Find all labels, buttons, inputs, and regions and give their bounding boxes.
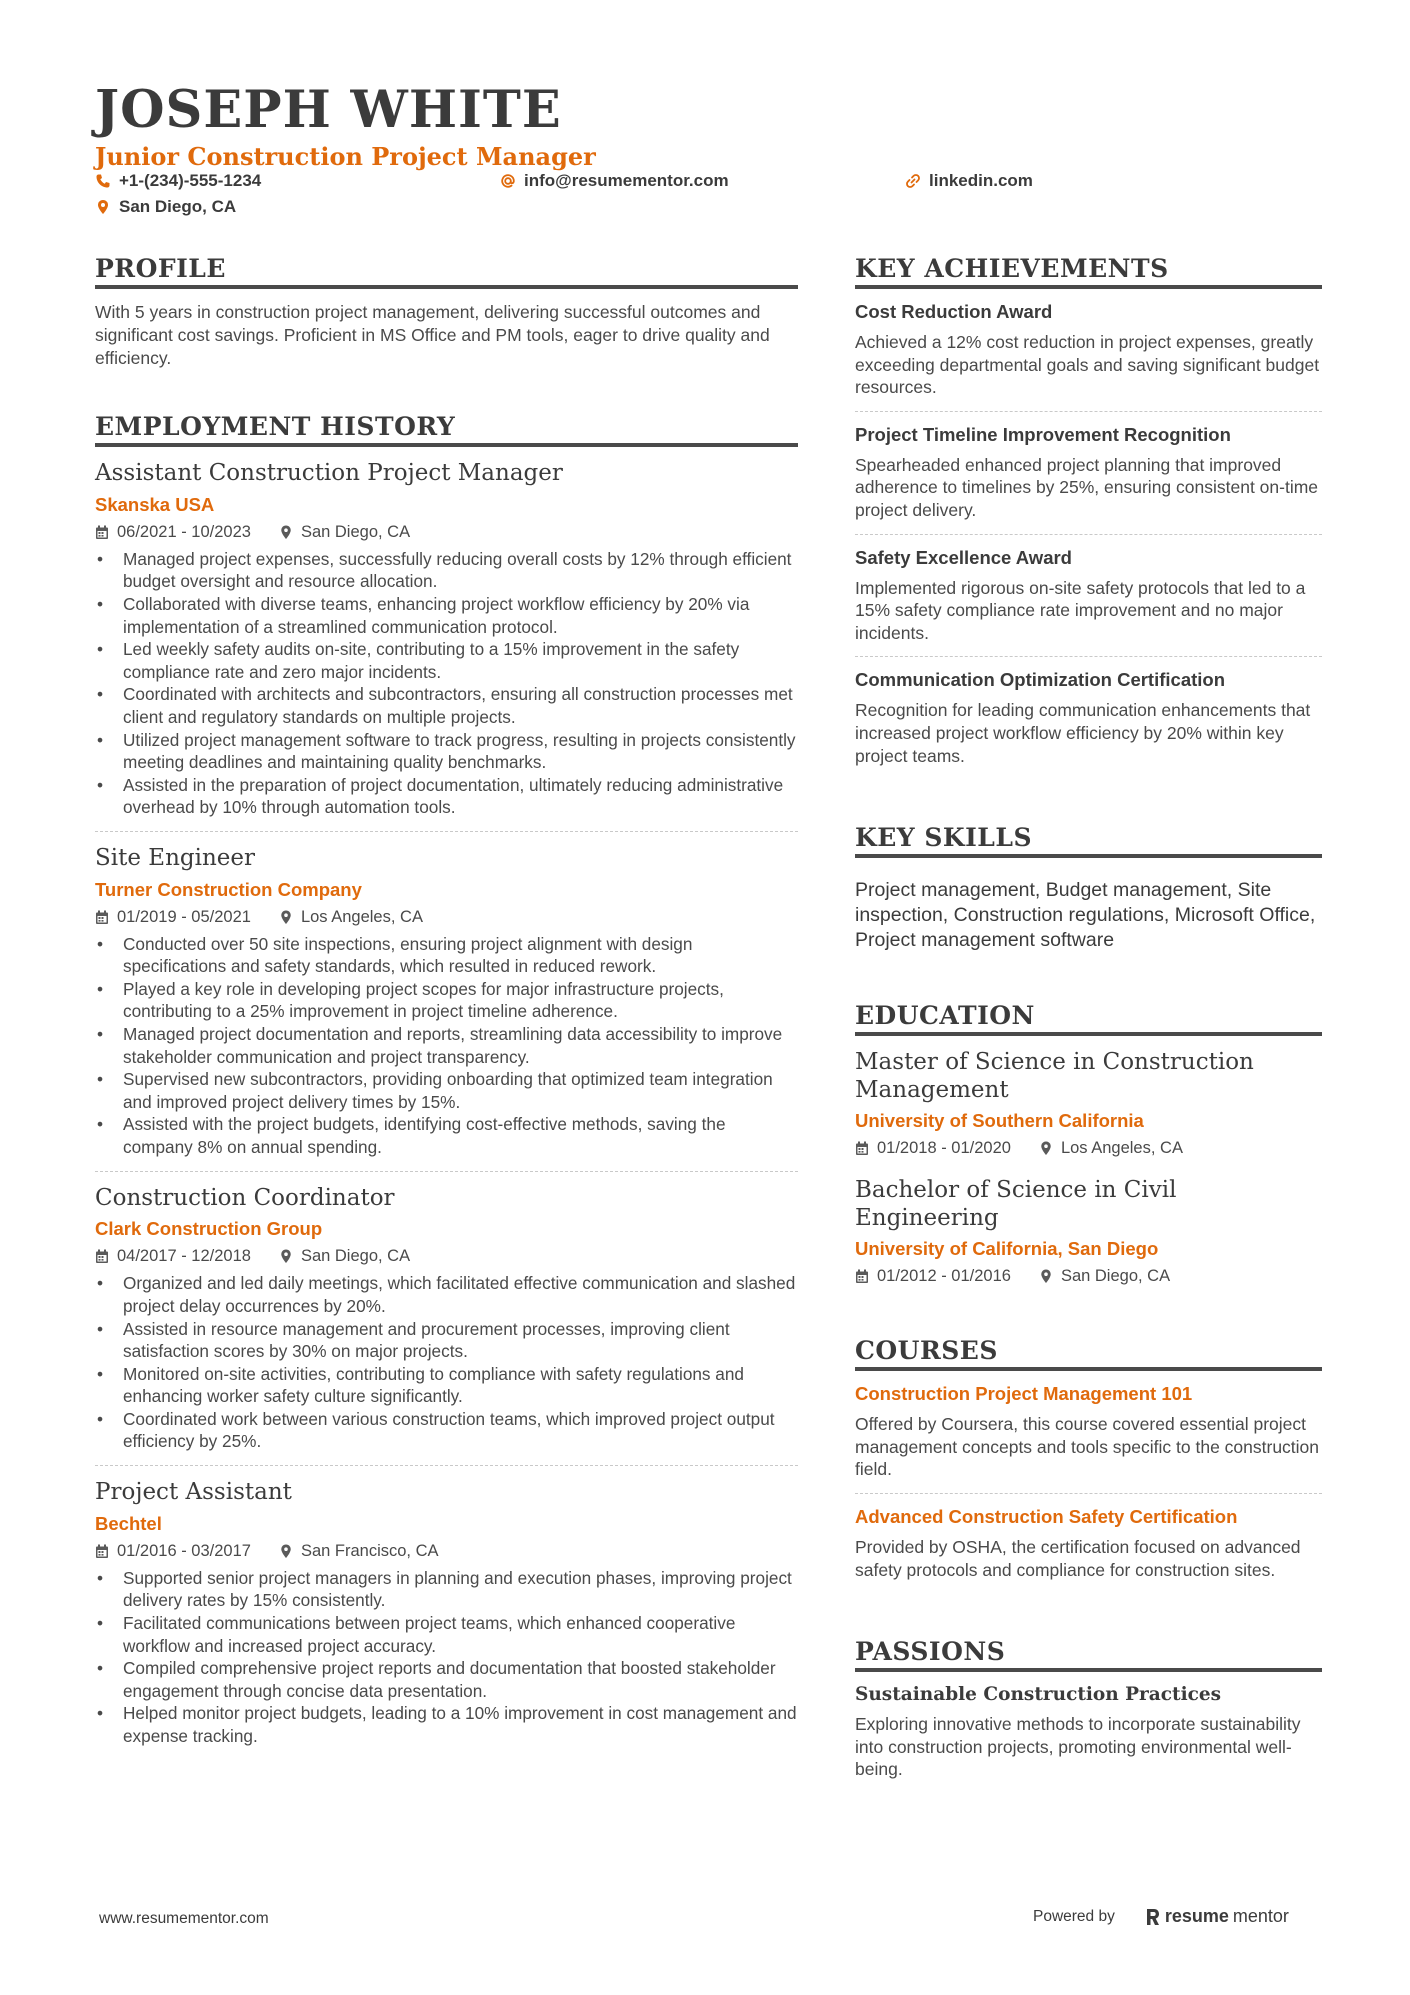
location-pin-icon	[279, 525, 293, 540]
job-bullet: • Coordinated with architects and subcontractors, ensuring all construction processes met client and regulatory standards on multiple projects.	[95, 683, 798, 728]
job-meta	[95, 1542, 798, 1561]
calendar-icon	[95, 1544, 109, 1559]
courses-section	[855, 1336, 1322, 1593]
left-column	[95, 254, 798, 1794]
job-bullet: • Monitored on-site activities, contributing to compliance with safety regulations and enhancing worker safety culture significantly.	[95, 1363, 798, 1408]
job-bullet: • Supervised new subcontractors, providing onboarding that optimized team integration and improved project delivery times by 15%.	[95, 1068, 798, 1113]
education-degree: Master of Science in Construction Management	[855, 1049, 1254, 1104]
course-desc: Provided by OSHA, the certification focused on advanced safety protocols and compliance for construction sites.	[855, 1536, 1301, 1580]
contact-phone[interactable]	[95, 171, 261, 191]
location-pin-icon	[279, 1249, 293, 1264]
passion-item	[855, 1672, 1322, 1793]
job-bullet: • Compiled comprehensive project reports and documentation that boosted stakeholder engagement through concise data presentation.	[95, 1657, 798, 1702]
course-item	[855, 1371, 1322, 1494]
achievement-title: Communication Optimization Certification	[855, 669, 1226, 691]
passions-section	[855, 1637, 1322, 1793]
job-meta	[95, 523, 798, 542]
profile-section	[95, 254, 798, 370]
achievement-title: Cost Reduction Award	[855, 301, 1053, 322]
job-company: Turner Construction Company	[95, 878, 362, 900]
calendar-icon	[95, 1249, 109, 1264]
brand-name-part-1: resume	[1164, 1906, 1229, 1926]
profile-heading: PROFILE	[95, 254, 798, 289]
contact-linkedin[interactable]	[905, 171, 1033, 191]
job-location: San Diego, CA	[300, 1247, 411, 1266]
calendar-icon	[95, 525, 109, 540]
passion-title: Sustainable Construction Practices	[855, 1684, 1222, 1706]
footer-branding	[1033, 1906, 1289, 1927]
job-bullets	[95, 548, 798, 819]
education-item	[855, 1164, 1322, 1292]
job-dates: 01/2019 - 05/2021	[117, 907, 251, 926]
job-bullet: • Managed project expenses, successfully reducing overall costs by 12% through efficient budget oversight and resource allocation.	[95, 548, 798, 593]
location-pin-icon	[279, 910, 293, 925]
calendar-icon	[855, 1269, 869, 1284]
achievement-title: Safety Excellence Award	[855, 546, 1072, 568]
job-title: Construction Coordinator	[95, 1184, 395, 1211]
location-text: San Diego, CA	[119, 197, 237, 216]
calendar-icon	[855, 1141, 869, 1156]
job-item	[95, 1466, 798, 1760]
course-title: Advanced Construction Safety Certification	[855, 1505, 1238, 1527]
calendar-icon	[95, 910, 109, 925]
location-pin-icon	[279, 1544, 293, 1559]
right-column	[855, 254, 1322, 1827]
location-pin-icon	[1039, 1141, 1053, 1156]
candidate-name: JOSEPH WHITE	[95, 80, 562, 140]
job-bullet: • Supported senior project managers in planning and execution phases, improving project delivery rates by 15% consistently.	[95, 1567, 798, 1612]
job-location: San Francisco, CA	[300, 1541, 439, 1560]
courses-heading: COURSES	[855, 1336, 1322, 1371]
achievements-section	[855, 254, 1322, 779]
passion-desc: Exploring innovative methods to incorporate sustainability into construction projects, promoting environmental well-being.	[855, 1714, 1301, 1780]
profile-text: With 5 years in construction project management, delivering successful outcomes and significant cost savings. Proficient in MS Office and PM tools, eager to drive quality and efficiency.	[95, 302, 770, 368]
link-icon	[905, 173, 921, 189]
job-company: Bechtel	[95, 1512, 162, 1534]
job-bullet: • Facilitated communications between project teams, which enhanced cooperative workflow and increased project accuracy.	[95, 1612, 798, 1657]
achievement-desc: Recognition for leading communication enhancements that increased project workflow efficiency by 20% within key project teams.	[855, 700, 1311, 766]
job-bullet: • Coordinated work between various construction teams, which improved project output efficiency by 25%.	[95, 1408, 798, 1453]
education-dates: 01/2012 - 01/2016	[877, 1267, 1011, 1286]
education-location: Los Angeles, CA	[1060, 1139, 1183, 1158]
achievement-item	[855, 289, 1322, 412]
job-title: Assistant Construction Project Manager	[95, 460, 563, 486]
job-bullet: • Helped monitor project budgets, leading to a 10% improvement in cost management and expense tracking.	[95, 1702, 798, 1747]
education-school: University of Southern California	[855, 1110, 1144, 1132]
job-bullet: • Led weekly safety audits on-site, contributing to a 15% improvement in the safety compliance rate and zero major incidents.	[95, 638, 798, 683]
job-company: Clark Construction Group	[95, 1218, 323, 1240]
job-bullet: • Conducted over 50 site inspections, ensuring project alignment with design specifications and safety standards, which resulted in reduced rework.	[95, 933, 798, 978]
job-dates: 06/2021 - 10/2023	[117, 522, 251, 541]
skills-section	[855, 823, 1322, 953]
job-company: Skanska USA	[95, 493, 215, 515]
employment-section	[95, 412, 798, 1760]
job-bullet: • Assisted in resource management and procurement processes, improving client satisfaction scores by 30% on major projects.	[95, 1318, 798, 1363]
contact-location	[95, 197, 236, 217]
education-heading: EDUCATION	[855, 1001, 1322, 1036]
achievement-desc: Spearheaded enhanced project planning that improved adherence to timelines by 25%, ensuring consistent on-time project delivery.	[855, 454, 1319, 520]
job-title: Project Assistant	[95, 1479, 292, 1506]
education-location: San Diego, CA	[1060, 1267, 1171, 1286]
job-title: Site Engineer	[95, 844, 255, 871]
skills-text: Project management, Budget management, Site inspection, Construction regulations, Microsoft Office, Project management software	[855, 879, 1316, 952]
employment-heading: EMPLOYMENT HISTORY	[95, 412, 798, 447]
job-item	[95, 832, 798, 1172]
job-bullet: • Assisted with the project budgets, identifying cost-effective methods, saving the company 8% on annual spending.	[95, 1113, 798, 1158]
at-sign-icon	[500, 173, 516, 189]
job-dates: 01/2016 - 03/2017	[117, 1541, 251, 1560]
job-meta	[95, 908, 798, 927]
brand-name-part-2: mentor	[1232, 1906, 1289, 1926]
education-degree: Bachelor of Science in Civil Engineering	[855, 1177, 1177, 1232]
education-meta	[855, 1267, 1322, 1286]
location-pin-icon	[1039, 1269, 1053, 1284]
course-desc: Offered by Coursera, this course covered essential project management concepts and tools specific to the construction field.	[855, 1414, 1320, 1480]
job-dates: 04/2017 - 12/2018	[117, 1247, 251, 1266]
job-meta	[95, 1247, 798, 1266]
brand-logo[interactable]	[1145, 1906, 1289, 1927]
job-bullets	[95, 933, 798, 1159]
footer-website[interactable]: www.resumementor.com	[99, 1910, 269, 1927]
skills-heading: KEY SKILLS	[855, 823, 1322, 858]
achievement-item	[855, 535, 1322, 658]
resumementor-logo-icon	[1145, 1908, 1161, 1926]
job-item	[95, 447, 798, 832]
linkedin-text: linkedin.com	[929, 171, 1033, 190]
achievement-item	[855, 657, 1322, 779]
job-bullet: • Assisted in the preparation of project documentation, ultimately reducing administrative overhead by 10% through automation tools.	[95, 774, 798, 819]
education-item	[855, 1036, 1322, 1164]
job-bullet: • Played a key role in developing project scopes for major infrastructure projects, contributing to a 25% improvement in project timeline adherence.	[95, 978, 798, 1023]
job-item	[95, 1172, 798, 1467]
job-bullets	[95, 1272, 798, 1453]
achievements-heading: KEY ACHIEVEMENTS	[855, 254, 1322, 289]
email-text: info@resumementor.com	[524, 171, 729, 190]
job-location: San Diego, CA	[300, 522, 411, 541]
location-pin-icon	[95, 199, 111, 215]
achievement-title: Project Timeline Improvement Recognition	[855, 423, 1231, 445]
course-item	[855, 1494, 1322, 1593]
job-location: Los Angeles, CA	[300, 907, 423, 926]
contact-email[interactable]	[500, 171, 729, 191]
job-bullet: • Managed project documentation and reports, streamlining data accessibility to improve stakeholder communication and project transparency.	[95, 1023, 798, 1068]
achievement-desc: Achieved a 12% cost reduction in project expenses, greatly exceeding departmental goals and saving significant budget resources.	[855, 332, 1320, 398]
passions-heading: PASSIONS	[855, 1637, 1322, 1672]
job-bullet: • Utilized project management software to track progress, resulting in projects consistently meeting deadlines and maintaining quality benchmarks.	[95, 729, 798, 774]
candidate-title: Junior Construction Project Manager	[95, 142, 596, 171]
course-title: Construction Project Management 101	[855, 1383, 1193, 1405]
education-dates: 01/2018 - 01/2020	[877, 1139, 1011, 1158]
phone-text: +1-(234)-555-1234	[119, 171, 262, 190]
phone-icon	[95, 173, 111, 189]
job-bullet: • Collaborated with diverse teams, enhancing project workflow efficiency by 20% via implementation of a streamlined communication protocol.	[95, 593, 798, 638]
job-bullets	[95, 1567, 798, 1748]
education-section	[855, 1001, 1322, 1292]
achievement-desc: Implemented rigorous on-site safety protocols that led to a 15% safety compliance rate improvement and no major incidents.	[855, 577, 1306, 643]
powered-by-label: Powered by	[1033, 1907, 1115, 1925]
job-bullet: • Organized and led daily meetings, which facilitated effective communication and slashed project delay occurrences by 20%.	[95, 1272, 798, 1317]
education-school: University of California, San Diego	[855, 1238, 1159, 1260]
achievement-item	[855, 412, 1322, 535]
education-meta	[855, 1139, 1322, 1158]
